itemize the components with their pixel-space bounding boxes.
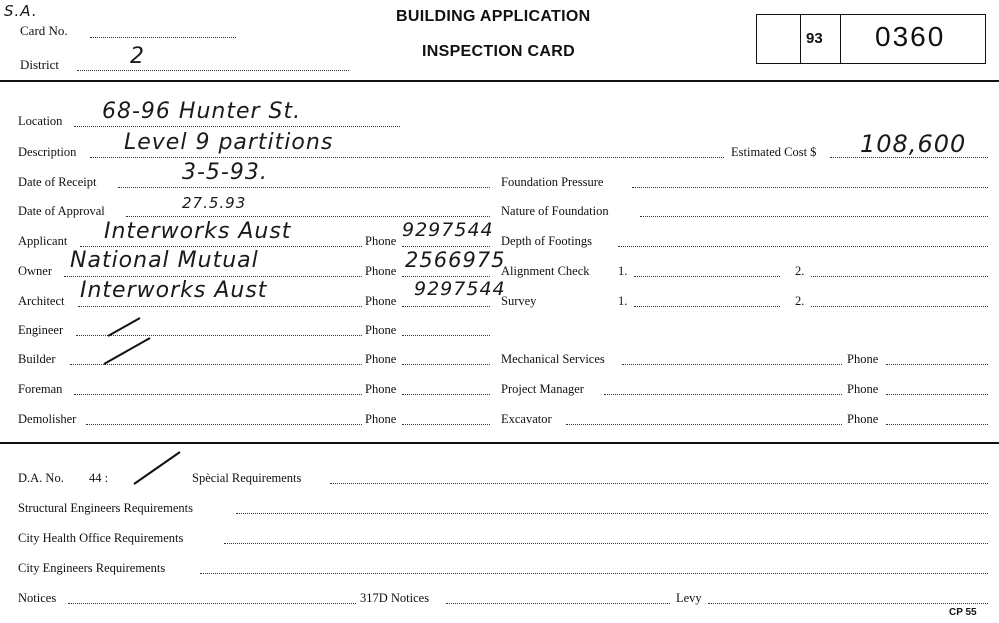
card-year: 93 bbox=[806, 30, 823, 47]
card-no-label: Card No. bbox=[20, 23, 68, 38]
foundation-pressure-label: Foundation Pressure bbox=[501, 175, 604, 189]
alignment-1-field[interactable] bbox=[634, 276, 780, 277]
excavator-label: Excavator bbox=[501, 412, 552, 426]
notices-317d-label: 317D Notices bbox=[360, 591, 430, 605]
notices-label: Notices bbox=[18, 591, 57, 605]
district-value: 2 bbox=[130, 44, 145, 69]
applicant-label: Applicant bbox=[18, 234, 68, 248]
levy-field[interactable] bbox=[708, 603, 988, 604]
structural-field[interactable] bbox=[236, 513, 988, 514]
demolisher-phone-label: Phone bbox=[365, 412, 397, 426]
mechanical-label: Mechanical Services bbox=[501, 352, 605, 366]
mechanical-field[interactable] bbox=[622, 364, 842, 365]
survey-2-label: 2. bbox=[795, 294, 805, 308]
health-field[interactable] bbox=[224, 543, 988, 544]
approval-field[interactable] bbox=[126, 216, 490, 217]
estimated-cost-label: Estimated Cost $ bbox=[731, 145, 817, 159]
district-label: District bbox=[20, 57, 59, 72]
structural-label: Structural Engineers Requirements bbox=[18, 501, 193, 515]
da-no-label: D.A. No. bbox=[18, 471, 64, 485]
foreman-field[interactable] bbox=[74, 394, 362, 395]
foundation-pressure-field[interactable] bbox=[632, 187, 988, 188]
architect-label: Architect bbox=[18, 294, 65, 308]
alignment-2-field[interactable] bbox=[811, 276, 988, 277]
mechanical-phone-field[interactable] bbox=[886, 364, 988, 365]
owner-phone-label: Phone bbox=[365, 264, 397, 278]
foreman-label: Foreman bbox=[18, 382, 63, 396]
foreman-phone-label: Phone bbox=[365, 382, 397, 396]
builder-phone-field[interactable] bbox=[402, 364, 490, 365]
excavator-field[interactable] bbox=[566, 424, 842, 425]
middle-rule bbox=[0, 442, 999, 444]
foreman-phone-field[interactable] bbox=[402, 394, 490, 395]
nature-foundation-field[interactable] bbox=[640, 216, 988, 217]
alignment-2-label: 2. bbox=[795, 264, 805, 278]
city-engineers-label: City Engineers Requirements bbox=[18, 561, 166, 575]
demolisher-phone-field[interactable] bbox=[402, 424, 490, 425]
engineer-label: Engineer bbox=[18, 323, 64, 337]
receipt-label: Date of Receipt bbox=[18, 175, 97, 189]
alignment-1-label: 1. bbox=[618, 264, 628, 278]
form-title: BUILDING APPLICATION bbox=[396, 8, 591, 25]
card-number-box bbox=[756, 14, 986, 64]
owner-phone-value: 2566975 bbox=[405, 248, 506, 272]
sa-annotation: S.A. bbox=[4, 2, 38, 20]
form-subtitle: INSPECTION CARD bbox=[422, 43, 575, 60]
project-manager-phone-label: Phone bbox=[847, 382, 879, 396]
description-field[interactable] bbox=[90, 157, 724, 158]
builder-label: Builder bbox=[18, 352, 56, 366]
applicant-field[interactable] bbox=[80, 246, 362, 247]
card-number: 0360 bbox=[875, 21, 946, 52]
notices-317d-field[interactable] bbox=[446, 603, 670, 604]
header-rule bbox=[0, 80, 999, 82]
demolisher-field[interactable] bbox=[86, 424, 362, 425]
levy-label: Levy bbox=[676, 591, 702, 605]
project-manager-phone-field[interactable] bbox=[886, 394, 988, 395]
applicant-phone-value: 9297544 bbox=[402, 219, 494, 241]
architect-phone-value: 9297544 bbox=[414, 278, 506, 300]
architect-phone-label: Phone bbox=[365, 294, 397, 308]
description-value: Level 9 partitions bbox=[124, 130, 334, 155]
owner-value: National Mutual bbox=[70, 248, 259, 273]
description-label: Description bbox=[18, 145, 77, 159]
architect-value: Interworks Aust bbox=[80, 278, 268, 303]
card-number-divider-1 bbox=[800, 15, 801, 63]
da-strike-icon bbox=[128, 448, 188, 488]
approval-value: 27.5.93 bbox=[182, 194, 247, 212]
survey-label: Survey bbox=[501, 294, 537, 308]
depth-footings-field[interactable] bbox=[618, 246, 988, 247]
architect-field[interactable] bbox=[78, 306, 362, 307]
estimated-cost-value: 108,600 bbox=[860, 130, 967, 158]
builder-phone-label: Phone bbox=[365, 352, 397, 366]
location-field[interactable] bbox=[74, 126, 400, 127]
location-value: 68-96 Hunter St. bbox=[102, 99, 302, 124]
special-requirements-field[interactable] bbox=[330, 483, 988, 484]
city-engineers-field[interactable] bbox=[200, 573, 988, 574]
owner-field[interactable] bbox=[64, 276, 362, 277]
alignment-check-label: Alignment Check bbox=[501, 264, 590, 278]
receipt-field[interactable] bbox=[118, 187, 490, 188]
survey-1-field[interactable] bbox=[634, 306, 780, 307]
owner-label: Owner bbox=[18, 264, 53, 278]
survey-1-label: 1. bbox=[618, 294, 628, 308]
notices-field[interactable] bbox=[68, 603, 356, 604]
owner-phone-field[interactable] bbox=[402, 276, 490, 277]
applicant-phone-label: Phone bbox=[365, 234, 397, 248]
mechanical-phone-label: Phone bbox=[847, 352, 879, 366]
applicant-value: Interworks Aust bbox=[104, 219, 292, 244]
project-manager-field[interactable] bbox=[604, 394, 842, 395]
architect-phone-field[interactable] bbox=[402, 306, 490, 307]
survey-2-field[interactable] bbox=[811, 306, 988, 307]
nature-foundation-label: Nature of Foundation bbox=[501, 204, 609, 218]
approval-label: Date of Approval bbox=[18, 204, 105, 218]
demolisher-label: Demolisher bbox=[18, 412, 77, 426]
district-field[interactable] bbox=[77, 70, 349, 71]
health-label: City Health Office Requirements bbox=[18, 531, 184, 545]
excavator-phone-label: Phone bbox=[847, 412, 879, 426]
da-no-value: 44 : bbox=[89, 471, 109, 485]
depth-footings-label: Depth of Footings bbox=[501, 234, 592, 248]
card-no-field[interactable] bbox=[90, 37, 236, 38]
project-manager-label: Project Manager bbox=[501, 382, 584, 396]
form-code: CP 55 bbox=[949, 607, 977, 618]
excavator-phone-field[interactable] bbox=[886, 424, 988, 425]
engineer-phone-label: Phone bbox=[365, 323, 397, 337]
applicant-phone-field[interactable] bbox=[402, 246, 490, 247]
location-label: Location bbox=[18, 114, 63, 128]
strike-marks-icon bbox=[100, 312, 160, 372]
special-requirements-label: Spècial Requirements bbox=[192, 471, 302, 485]
engineer-phone-field[interactable] bbox=[402, 335, 490, 336]
receipt-value: 3-5-93. bbox=[182, 160, 268, 185]
card-number-divider-2 bbox=[840, 15, 841, 63]
